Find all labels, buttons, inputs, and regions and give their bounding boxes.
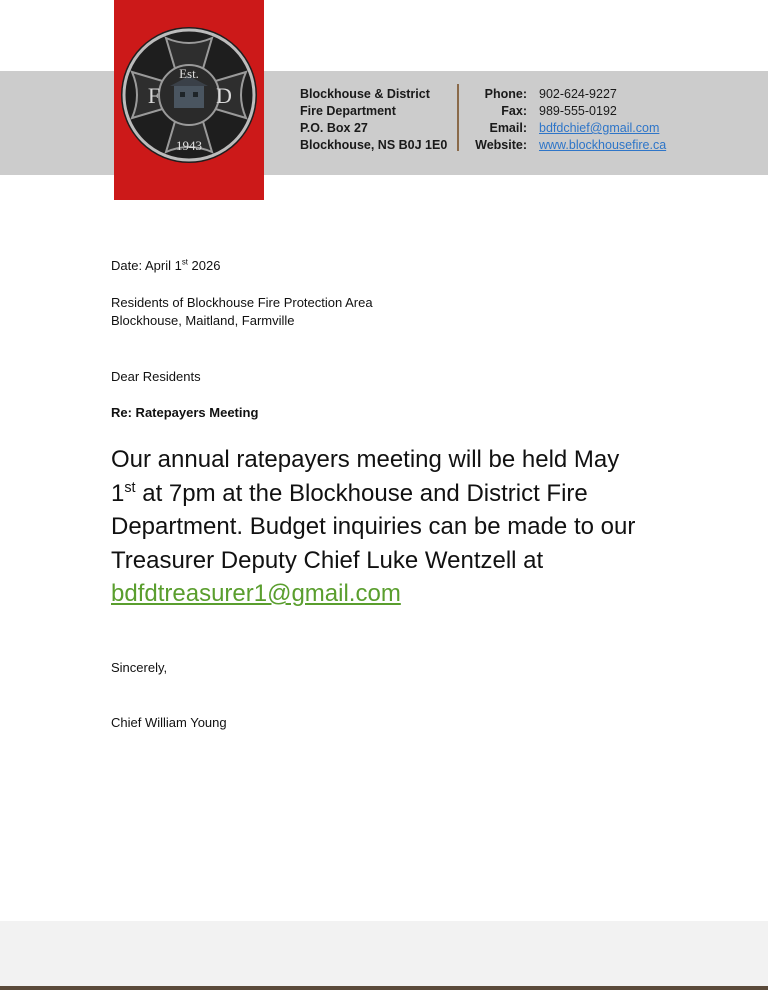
svg-text:1943: 1943 (176, 138, 202, 153)
fax-value: 989-555-0192 (539, 104, 617, 118)
org-line: Fire Department (300, 104, 396, 118)
org-line: Blockhouse & District (300, 87, 430, 101)
website-link[interactable]: www.blockhousefire.ca (539, 138, 667, 152)
recipient-block (111, 294, 373, 330)
website-label: Website: (475, 138, 527, 152)
header-divider (457, 84, 459, 151)
contact-values (539, 86, 666, 154)
svg-text:F: F (147, 83, 161, 108)
svg-text:Est.: Est. (179, 66, 199, 81)
contact-labels (462, 86, 527, 154)
signature: Chief William Young (111, 715, 227, 730)
email-label: Email: (489, 121, 527, 135)
fax-label: Fax: (501, 104, 527, 118)
subject-line: Re: Ratepayers Meeting (111, 405, 259, 420)
maltese-cross-icon (114, 0, 264, 200)
closing: Sincerely, (111, 660, 168, 675)
main-paragraph: Our annual ratepayers meeting will be held May 1st at 7pm at the Blockhouse and District Fire Department. Budget inquiries can be made to our Treasurer Deputy Chief Luke Wentzell at bdfdtreasurer1@gmail.com (111, 446, 636, 607)
letter-date: Date: April 1st 2026 (111, 257, 221, 273)
svg-text:D: D (216, 83, 232, 108)
footer-band (0, 921, 768, 986)
recipient-line: Residents of Blockhouse Fire Protection Area (111, 295, 373, 310)
org-line: P.O. Box 27 (300, 121, 368, 135)
treasurer-email-link[interactable]: bdfdtreasurer1@gmail.com (111, 580, 401, 607)
salutation: Dear Residents (111, 369, 201, 384)
fire-department-logo (114, 0, 264, 200)
recipient-line: Blockhouse, Maitland, Farmville (111, 313, 295, 328)
phone-label: Phone: (484, 87, 527, 101)
organization-address (300, 86, 447, 154)
email-link[interactable]: bdfdchief@gmail.com (539, 121, 660, 135)
org-line: Blockhouse, NS B0J 1E0 (300, 138, 448, 152)
phone-value: 902-624-9227 (539, 87, 617, 101)
footer-rule (0, 986, 768, 990)
